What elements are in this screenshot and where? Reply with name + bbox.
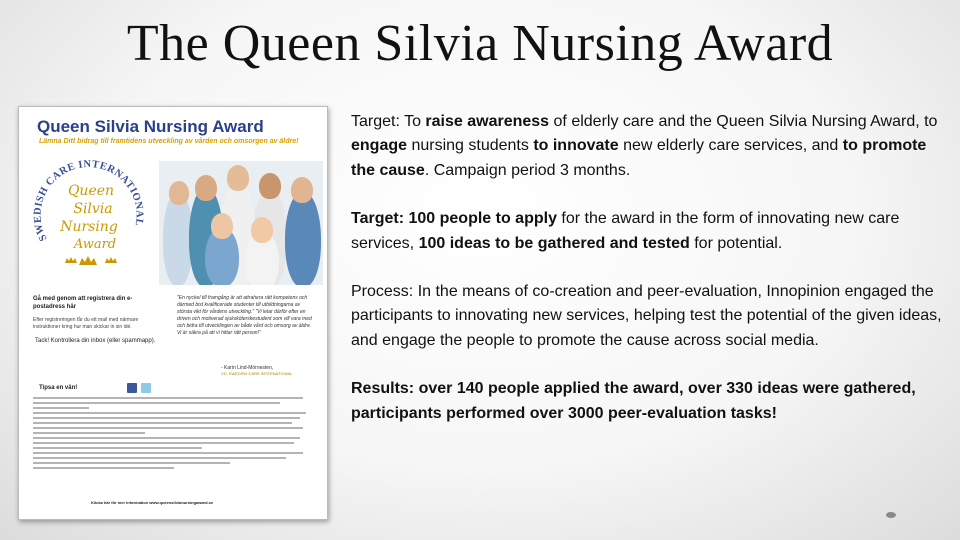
poster-register-text: Efter registreringen får du ett mail med närmare instruktioner kring hur man skickar in sin idé. xyxy=(33,317,139,330)
poster-body-text xyxy=(33,397,314,472)
award-logo xyxy=(25,151,155,281)
process-paragraph xyxy=(351,280,943,353)
text-segment: to promote the cause xyxy=(351,137,927,179)
award-poster-image xyxy=(18,106,328,520)
text-segment: Target: To xyxy=(351,113,426,130)
text-segment: 100 ideas to be gathered and tested xyxy=(418,234,690,252)
text-segment: new elderly care services, and xyxy=(618,137,843,155)
slide-body xyxy=(351,110,943,450)
text-segment: Target: 100 people to apply xyxy=(351,210,557,228)
text-segment: for the award in the form of innovating new care services, xyxy=(351,210,900,252)
facebook-icon xyxy=(127,383,137,393)
text-segment: Results: over 140 people applied the award, over 330 ideas were gathered, participants performed over 3000 peer-evaluation tasks! xyxy=(351,380,916,422)
poster-heading: Queen Silvia Nursing Award xyxy=(37,117,264,136)
slide-title: The Queen Silvia Nursing Award xyxy=(126,15,834,72)
slide-dot-decoration xyxy=(886,512,896,518)
svg-text:Queen: Queen xyxy=(67,183,115,199)
results-paragraph xyxy=(351,377,943,426)
poster-footer-link: Klicka här för mer information www.queensilvianursingaward.se xyxy=(91,500,214,505)
svg-text:Silvia: Silvia xyxy=(73,201,113,217)
text-segment: of elderly care and the Queen Silvia Nursing Award, to xyxy=(549,113,938,130)
text-segment: engage xyxy=(351,137,408,155)
target-awareness-paragraph xyxy=(351,110,943,183)
text-segment: for potential. xyxy=(689,234,783,252)
poster-tagline: Lämna Ditt bidrag till framtidens utveckling av vården och omsorgen av äldre! xyxy=(39,138,299,145)
poster-register-heading: Gå med genom att registrera din e-postadress här xyxy=(33,296,133,310)
text-segment: to innovate xyxy=(533,137,619,155)
text-segment: nursing students xyxy=(407,137,534,155)
poster-share-label: Tipsa en vän! xyxy=(39,385,78,391)
twitter-icon xyxy=(141,383,151,393)
poster-signature: - Karin Lind-Mörnesten, xyxy=(221,365,274,371)
poster-signature-org: VD, SWEDISH CARE INTERNATIONAL xyxy=(221,371,293,376)
nursing-students-photo xyxy=(159,161,323,285)
text-segment: Process: In the means of co-creation and peer-evaluation, Innopinion engaged the participants to innovating new services, helping test the potential of the given ideas, and engage the people to promote the cause across social media. xyxy=(351,283,942,349)
svg-text:Award: Award xyxy=(73,237,117,252)
crown-icon xyxy=(79,256,97,265)
logo-ring-text: SWEDISH CARE INTERNATIONAL xyxy=(32,158,145,243)
text-segment: . Campaign period 3 months. xyxy=(424,161,631,179)
svg-text:Nursing: Nursing xyxy=(60,219,118,235)
target-applicants-paragraph xyxy=(351,207,943,256)
text-segment: raise awareness xyxy=(425,113,550,130)
poster-register-thanks: Tack! Kontrollera din inbox (eller spammapp). xyxy=(35,338,156,344)
poster-quote: "En nyckel till framgång är att attrahera rätt kompetens och därmed bist kvalificerade studenter till utbildningarna av största vikt för vårdens utveckling." "Vi letar därför efter en driven och motiverad sjuksköterskestudent som vill vara med och bidra till utvecklingen av både vård och omsorg av äldre. Vi är säkra på att vi hittar rätt person!" xyxy=(177,295,312,336)
